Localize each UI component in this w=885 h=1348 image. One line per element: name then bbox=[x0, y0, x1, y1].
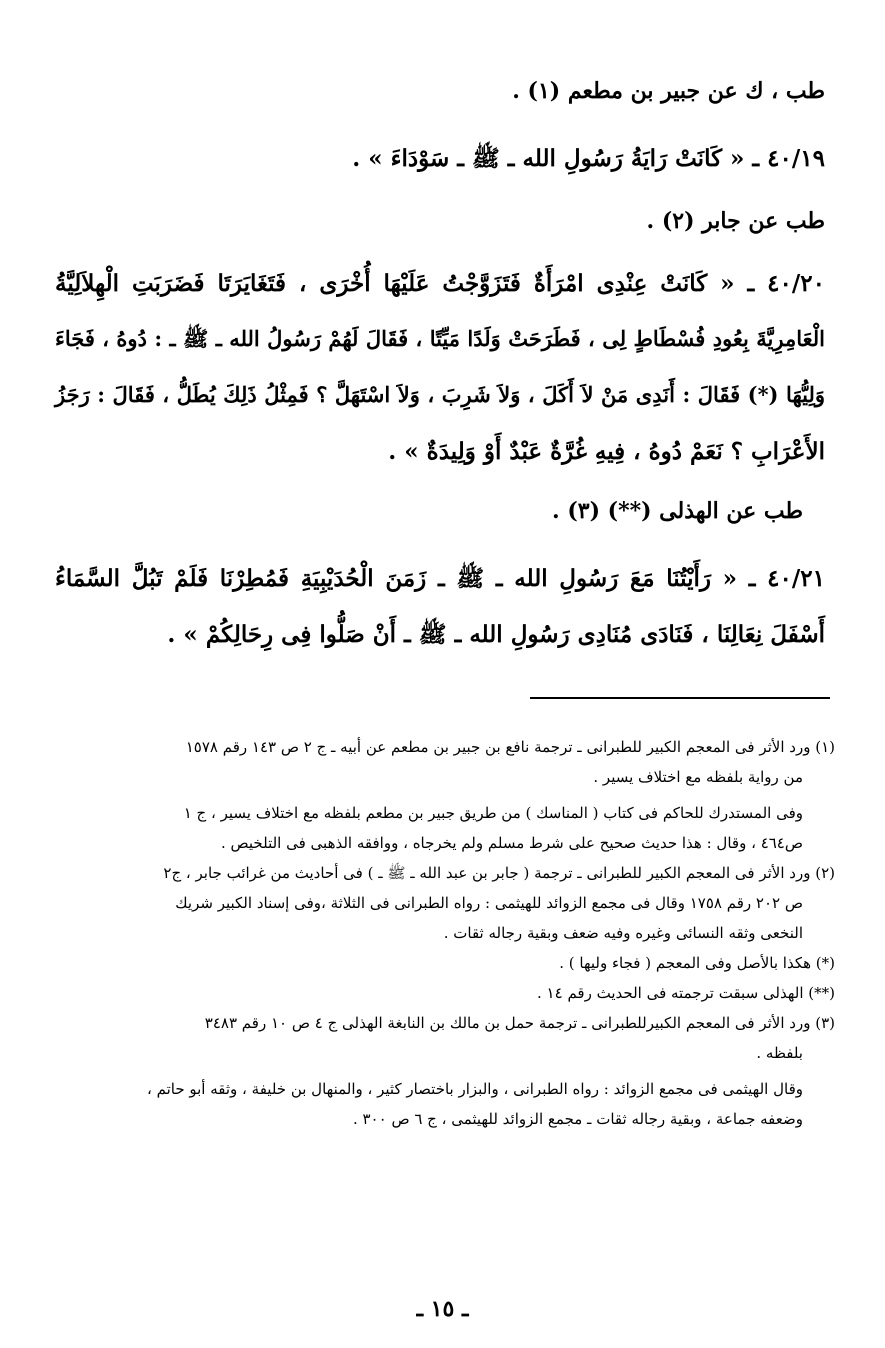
hadith-19-text: ٤٠/١٩ ـ « كَانَتْ رَايَةُ رَسُولِ الله ـ ﷺ ـ سَوْدَاءَ » . bbox=[352, 145, 825, 172]
hadith-21-line-1: ٤٠/٢١ ـ « رَأَيْتُنَا مَعَ رَسُولِ الله ـ ﷺ ـ زَمَنَ الْحُدَيْبِيَةِ فَمُطِرْنَا فَلَمْ تَبُلَّ السَّمَاءُ bbox=[55, 565, 825, 592]
footnote-star-1-text: (*) هكذا بالأصل وفى المعجم ( فجاء وليها ) . bbox=[559, 954, 835, 972]
footnote-2-line-3: النخعى وثقه النسائى وغيره وفيه ضعف وبقية رجاله ثقات . bbox=[443, 924, 803, 942]
hadith-20-line-2: الْعَامِرِيَّةَ بِعُودِ فُسْطَاطٍ لِى ، فَطَرَحَتْ وَلَدًا مَيِّتًا ، فَقَالَ لَهُمْ رَسُولُ الله ـ ﷺ ـ : دُوهُ ، فَجَاءَ bbox=[55, 326, 825, 351]
hadith-20-line-3: وَلِيُّهَا (*) فَقَالَ : أَنَدِى مَنْ لاَ أَكَلَ ، وَلاَ شَرِبَ ، وَلاَ اسْتَهَلَّ ؟ فَمِثْلُ ذَلِكَ يُطَلُّ ، فَقَالَ : رَجَزُ bbox=[55, 382, 825, 407]
footnote-3-line-4: وضعفه جماعة ، وبقية رجاله ثقات ـ مجمع الزوائد للهيثمى ، ج ٦ ص ٣٠٠ . bbox=[352, 1110, 803, 1128]
footnote-2-line-1: (٢) ورد الأثر فى المعجم الكبير للطبرانى ـ ترجمة ( جابر بن عبد الله ـ ﷺ ـ ) فى أحاديث من غرائب جابر ، ج٢ bbox=[163, 864, 835, 882]
footnote-1-line-4: ص٤٦٤ ، وقال : هذا حديث صحيح على شرط مسلم ولم يخرجاه ، ووافقه الذهبى فى التلخيص . bbox=[220, 834, 803, 852]
page-number: ـ ١٥ ـ bbox=[416, 1296, 469, 1322]
footnote-1-line-1: (١) ورد الأثر فى المعجم الكبير للطبرانى ـ ترجمة نافع بن جبير بن مطعم عن أبيه ـ ج ٢ ص ١٤٣ رقم ١٥٧٨ bbox=[185, 738, 835, 756]
footnote-3 bbox=[45, 1008, 835, 1134]
hadith-19-source: طب عن جابر (٢) . bbox=[646, 208, 825, 234]
footnote-separator bbox=[530, 697, 830, 699]
hadith-18-source: طب ، ك عن جبير بن مطعم (١) . bbox=[512, 78, 825, 104]
footnote-3-line-1: (٣) ورد الأثر فى المعجم الكبيرللطبرانى ـ ترجمة حمل بن مالك بن النابغة الهذلى ج ٤ ص ١٠ رقم ٣٤٨٣ bbox=[204, 1014, 835, 1032]
footnotes bbox=[45, 732, 835, 1134]
hadith-20-line-4: الأَعْرَابِ ؟ نَعَمْ دُوهُ ، فِيهِ غُرَّةٌ عَبْدٌ أَوْ وَلِيدَةٌ » . bbox=[388, 438, 825, 465]
hadith-21-line-2: أَسْفَلَ نِعَالِنَا ، فَنَادَى مُنَادِى رَسُولِ الله ـ ﷺ ـ أَنْ صَلُّوا فِى رِحَالِكُمْ » . bbox=[167, 621, 825, 648]
footnote-2 bbox=[45, 858, 835, 948]
footnote-3-line-2: بلفظه . bbox=[756, 1044, 803, 1062]
footnote-3-line-3: وقال الهيثمى فى مجمع الزوائد : رواه الطبرانى ، والبزار باختصار كثير ، والمنهال بن خليفة ، وثقه أبو حاتم ، bbox=[147, 1080, 803, 1098]
footnote-1-line-3: وفى المستدرك للحاكم فى كتاب ( المناسك ) من طريق جبير بن مطعم بلفظه مع اختلاف يسير ، ج ١ bbox=[183, 804, 803, 822]
footnote-2-line-2: ص ٢٠٢ رقم ١٧٥٨ وقال فى مجمع الزوائد للهيثمى : رواه الطبرانى فى الثلاثة ،وفى إسناد الكبير شريك bbox=[175, 894, 803, 912]
hadith-20-source: طب عن الهذلى (**) (٣) . bbox=[552, 498, 803, 524]
footnote-1-line-2: من رواية بلفظه مع اختلاف يسير . bbox=[593, 768, 803, 786]
footnote-star-2 bbox=[45, 978, 835, 1008]
hadith-20-line-1: ٤٠/٢٠ ـ « كَانَتْ عِنْدِى امْرَأَةٌ فَتَزَوَّجْتُ عَلَيْهَا أُخْرَى ، فَتَغَايَرَتَا فَضَرَبَتِ الْهِلاَلِيَّةُ bbox=[55, 270, 825, 297]
footnote-star-1 bbox=[45, 948, 835, 978]
footnote-star-2-text: (**) الهذلى سبقت ترجمته فى الحديث رقم ١٤ . bbox=[537, 984, 835, 1002]
footnote-1 bbox=[45, 732, 835, 858]
